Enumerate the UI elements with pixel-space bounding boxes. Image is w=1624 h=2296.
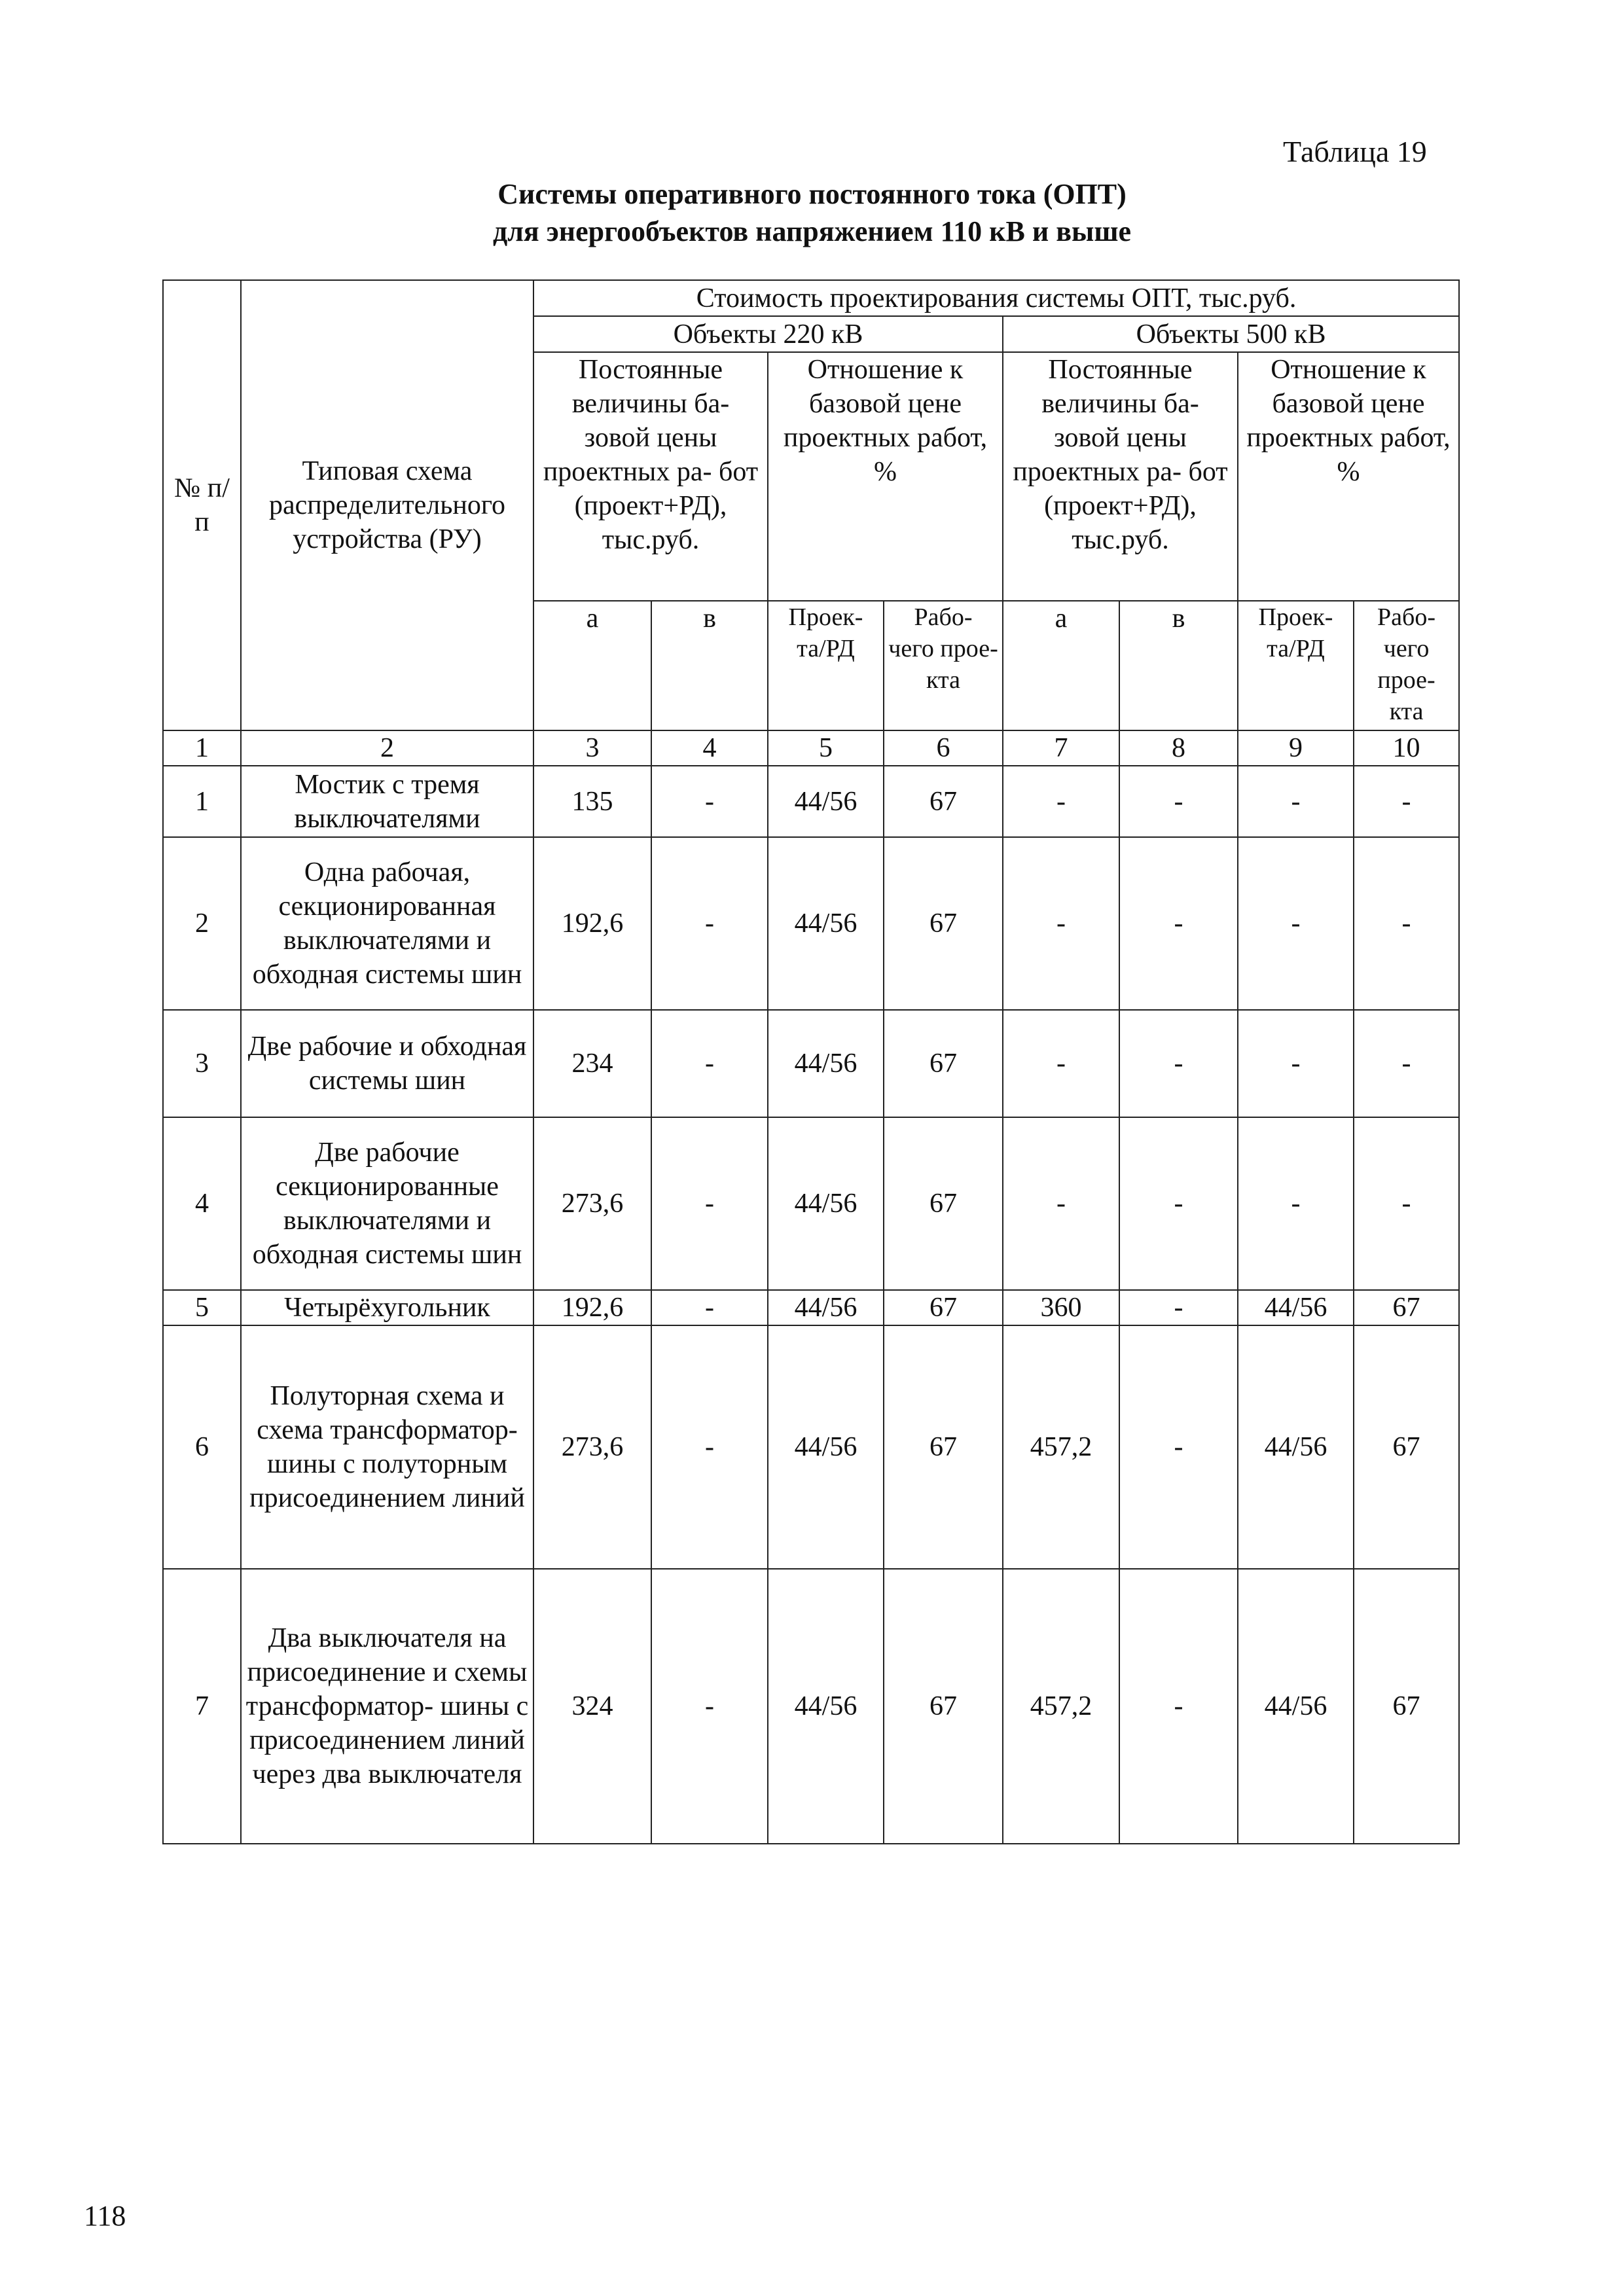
table-row bbox=[163, 766, 1459, 837]
column-number-row bbox=[163, 730, 1459, 766]
header-ratio-500: Отношение к базовой цене проектных работ, % bbox=[1238, 352, 1459, 601]
table-row bbox=[163, 1569, 1459, 1844]
row-working-500: - bbox=[1354, 1010, 1459, 1117]
row-a-500: - bbox=[1003, 837, 1119, 1010]
column-number: 3 bbox=[533, 730, 651, 766]
row-a-220: 273,6 bbox=[533, 1325, 651, 1569]
row-working-220: 67 bbox=[884, 1010, 1003, 1117]
row-working-500: - bbox=[1354, 1117, 1459, 1290]
row-working-220: 67 bbox=[884, 1325, 1003, 1569]
row-working-500: 67 bbox=[1354, 1325, 1459, 1569]
header-a-220: а bbox=[533, 601, 651, 730]
table-row bbox=[163, 1010, 1459, 1117]
row-scheme: Две рабочие секционированные выключателями и обходная системы шин bbox=[241, 1117, 533, 1290]
row-scheme: Мостик с тремя выключателями bbox=[241, 766, 533, 837]
row-scheme: Две рабочие и обходная системы шин bbox=[241, 1010, 533, 1117]
table-row bbox=[163, 1290, 1459, 1325]
row-project-500: 44/56 bbox=[1238, 1569, 1354, 1844]
row-v-500: - bbox=[1119, 1569, 1238, 1844]
row-num: 3 bbox=[163, 1010, 241, 1117]
row-working-500: 67 bbox=[1354, 1569, 1459, 1844]
page-number: 118 bbox=[84, 2200, 126, 2232]
column-number: 5 bbox=[768, 730, 884, 766]
row-a-220: 273,6 bbox=[533, 1117, 651, 1290]
header-project-220: Проек- та/РД bbox=[768, 601, 884, 730]
row-working-220: 67 bbox=[884, 1117, 1003, 1290]
header-project-500: Проек- та/РД bbox=[1238, 601, 1354, 730]
row-project-500: - bbox=[1238, 1010, 1354, 1117]
row-project-220: 44/56 bbox=[768, 1325, 884, 1569]
table-body bbox=[163, 766, 1459, 1844]
row-project-500: 44/56 bbox=[1238, 1290, 1354, 1325]
row-project-500: 44/56 bbox=[1238, 1325, 1354, 1569]
row-a-220: 192,6 bbox=[533, 1290, 651, 1325]
header-const-220: Постоянные величины ба- зовой цены проектных ра- бот (проект+РД), тыс.руб. bbox=[533, 352, 768, 601]
row-v-500: - bbox=[1119, 1117, 1238, 1290]
row-v-220: - bbox=[651, 1325, 768, 1569]
document-title-line-1: Системы оперативного постоянного тока (ОПТ) bbox=[497, 178, 1127, 210]
document-title-line-2: для энергообъектов напряжением 110 кВ и выше bbox=[492, 215, 1131, 247]
row-a-500: 360 bbox=[1003, 1290, 1119, 1325]
header-scheme: Типовая схема распределительного устройства (РУ) bbox=[241, 280, 533, 730]
row-scheme: Два выключателя на присоединение и схемы трансформатор- шины с присоединением линий через два выключателя bbox=[241, 1569, 533, 1844]
row-project-220: 44/56 bbox=[768, 766, 884, 837]
row-a-500: 457,2 bbox=[1003, 1325, 1119, 1569]
row-working-220: 67 bbox=[884, 1290, 1003, 1325]
row-num: 4 bbox=[163, 1117, 241, 1290]
row-a-500: - bbox=[1003, 1117, 1119, 1290]
row-v-500: - bbox=[1119, 1325, 1238, 1569]
row-num: 6 bbox=[163, 1325, 241, 1569]
row-scheme: Одна рабочая, секционированная выключателями и обходная системы шин bbox=[241, 837, 533, 1010]
table-header bbox=[163, 280, 1459, 766]
row-a-220: 324 bbox=[533, 1569, 651, 1844]
row-v-220: - bbox=[651, 1117, 768, 1290]
row-v-500: - bbox=[1119, 1010, 1238, 1117]
row-project-220: 44/56 bbox=[768, 1290, 884, 1325]
table-row bbox=[163, 1325, 1459, 1569]
row-a-220: 192,6 bbox=[533, 837, 651, 1010]
header-v-500: в bbox=[1119, 601, 1238, 730]
header-cost: Стоимость проектирования системы ОПТ, тыс.руб. bbox=[533, 280, 1459, 316]
header-objects-500: Объекты 500 кВ bbox=[1003, 316, 1459, 352]
row-v-500: - bbox=[1119, 837, 1238, 1010]
row-v-220: - bbox=[651, 1010, 768, 1117]
row-project-220: 44/56 bbox=[768, 1010, 884, 1117]
table-label: Таблица 19 bbox=[1283, 135, 1427, 168]
column-number: 1 bbox=[163, 730, 241, 766]
header-v-220: в bbox=[651, 601, 768, 730]
row-working-220: 67 bbox=[884, 766, 1003, 837]
column-number: 7 bbox=[1003, 730, 1119, 766]
row-num: 2 bbox=[163, 837, 241, 1010]
row-num: 1 bbox=[163, 766, 241, 837]
row-v-220: - bbox=[651, 766, 768, 837]
row-working-220: 67 bbox=[884, 1569, 1003, 1844]
row-v-500: - bbox=[1119, 1290, 1238, 1325]
header-objects-220: Объекты 220 кВ bbox=[533, 316, 1003, 352]
row-v-220: - bbox=[651, 1569, 768, 1844]
row-v-220: - bbox=[651, 837, 768, 1010]
row-project-220: 44/56 bbox=[768, 1569, 884, 1844]
row-scheme: Четырёхугольник bbox=[241, 1290, 533, 1325]
column-number: 8 bbox=[1119, 730, 1238, 766]
row-num: 5 bbox=[163, 1290, 241, 1325]
header-ratio-220: Отношение к базовой цене проектных работ, % bbox=[768, 352, 1003, 601]
row-working-500: - bbox=[1354, 837, 1459, 1010]
row-working-500: 67 bbox=[1354, 1290, 1459, 1325]
cost-table bbox=[162, 279, 1460, 1844]
column-number: 10 bbox=[1354, 730, 1459, 766]
row-project-220: 44/56 bbox=[768, 837, 884, 1010]
row-working-500: - bbox=[1354, 766, 1459, 837]
row-project-500: - bbox=[1238, 837, 1354, 1010]
row-v-500: - bbox=[1119, 766, 1238, 837]
row-project-500: - bbox=[1238, 1117, 1354, 1290]
header-working-220: Рабо- чего прое- кта bbox=[884, 601, 1003, 730]
column-number: 9 bbox=[1238, 730, 1354, 766]
header-working-500: Рабо- чего прое- кта bbox=[1354, 601, 1459, 730]
row-a-500: 457,2 bbox=[1003, 1569, 1119, 1844]
row-num: 7 bbox=[163, 1569, 241, 1844]
row-scheme: Полуторная схема и схема трансформатор- шины с полуторным присоединением линий bbox=[241, 1325, 533, 1569]
header-a-500: а bbox=[1003, 601, 1119, 730]
row-project-500: - bbox=[1238, 766, 1354, 837]
row-project-220: 44/56 bbox=[768, 1117, 884, 1290]
column-number: 6 bbox=[884, 730, 1003, 766]
table-row bbox=[163, 837, 1459, 1010]
header-const-500: Постоянные величины ба- зовой цены проектных ра- бот (проект+РД), тыс.руб. bbox=[1003, 352, 1238, 601]
header-num: № п/п bbox=[163, 280, 241, 730]
column-number: 4 bbox=[651, 730, 768, 766]
table-row bbox=[163, 1117, 1459, 1290]
row-working-220: 67 bbox=[884, 837, 1003, 1010]
row-a-220: 135 bbox=[533, 766, 651, 837]
column-number: 2 bbox=[241, 730, 533, 766]
row-a-500: - bbox=[1003, 766, 1119, 837]
row-a-500: - bbox=[1003, 1010, 1119, 1117]
row-a-220: 234 bbox=[533, 1010, 651, 1117]
row-v-220: - bbox=[651, 1290, 768, 1325]
